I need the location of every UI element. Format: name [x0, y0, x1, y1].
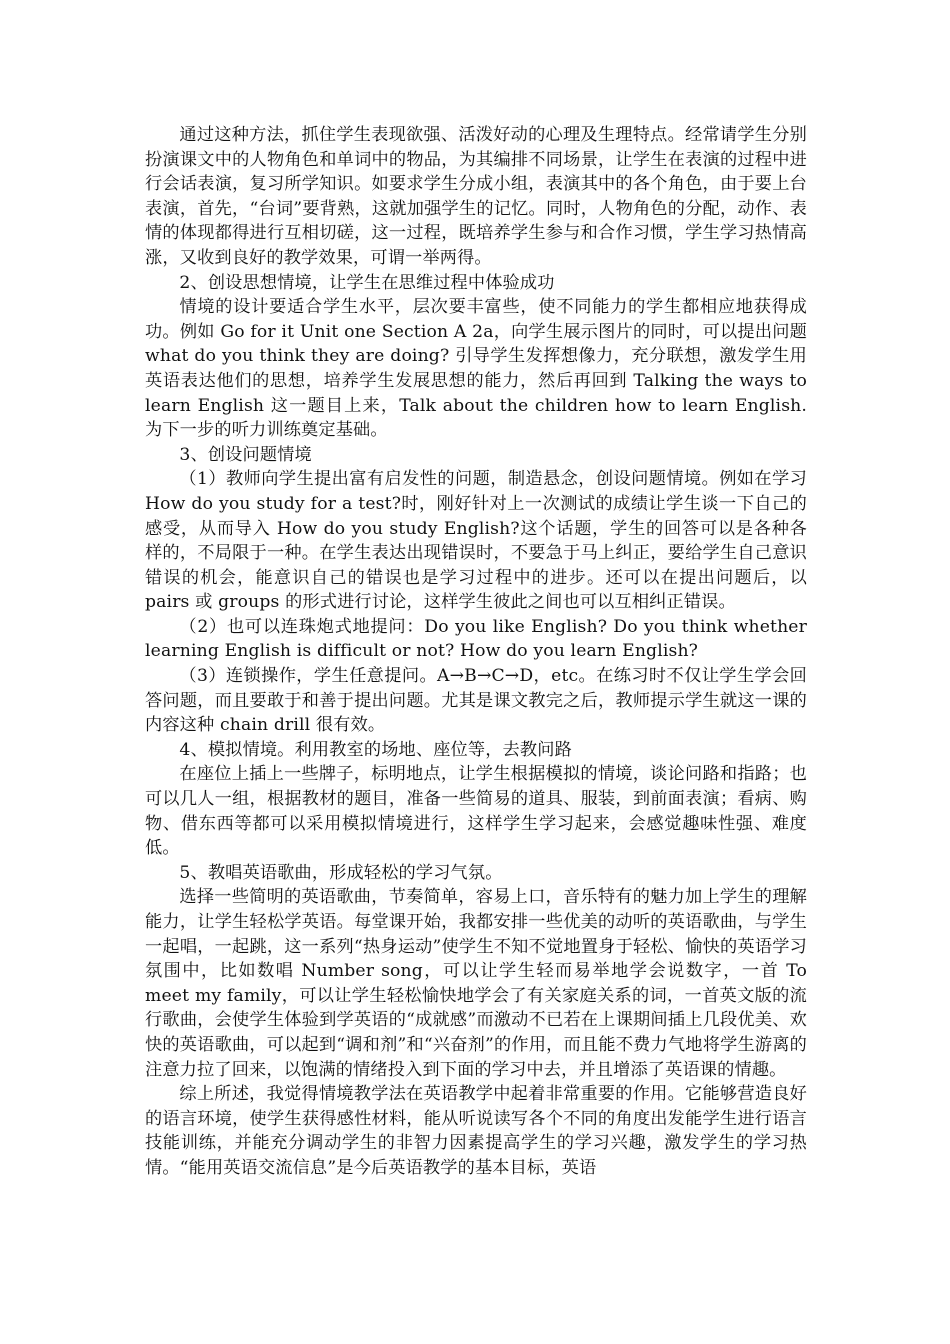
- paragraph-conclusion: 综上所述，我觉得情境教学法在英语教学中起着非常重要的作用。它能够营造良好的语言环境，使学生获得感性材料，能从听说读写各个不同的角度出发能学生进行语言技能训练，并能充分调动学生的非智力因素提高学生的学习兴趣，激发学生的学习热情。“能用英语交流信息”是今后英语教学的基本目标，英语: [145, 1084, 807, 1178]
- section-heading-3: 3、创设问题情境: [179, 444, 312, 465]
- document-page: [145, 123, 807, 1181]
- paragraph-body: 在座位上插上一些牌子，标明地点，让学生根据模拟的情境，谈论问路和指路；也可以几人一组，根据教材的题目，准备一些简易的道具、服装，到前面表演；看病、购物、借东西等都可以采用模拟情境进行，这样学生学习起来，会感觉趣味性强、难度低。: [145, 764, 807, 859]
- section-heading-4: 4、模拟情境。利用教室的场地、座位等，去教问路: [179, 739, 572, 760]
- section-heading-2: 2、创设思想情境，让学生在思维过程中体验成功: [179, 272, 555, 293]
- paragraph-body: （1）教师向学生提出富有启发性的问题，制造悬念，创设问题情境。例如在学习 How do you study for a test?时，刚好针对上一次测试的成绩让学生谈一下自己的感受，从而导入 How do you study English?这个话题，学生的回答可以是各种各样的，不局限于一种。在学生表达出现错误时，不要急于马上纠正，要给学生自己意识错误的机会，能意识自己的错误也是学习过程中的进步。还可以在提出问题后，以 pairs 或 groups 的形式进行讨论，这样学生彼此之间也可以互相纠正错误。: [145, 469, 807, 613]
- paragraph-body: （3）连锁操作，学生任意提问。A→B→C→D，etc。在练习时不仅让学生学会回答问题，而且要敢于和善于提出问题。尤其是课文教完之后，教师提示学生就这一课的内容这种 chain drill 很有效。: [145, 666, 807, 736]
- section-heading-5: 5、教唱英语歌曲，形成轻松的学习气氛。: [179, 862, 503, 883]
- paragraph-body: 情境的设计要适合学生水平，层次要丰富些，使不同能力的学生都相应地获得成功。例如 Go for it Unit one Section A 2a，向学生展示图片的同时，可以提出问题 what do you think they are doing? 引导学生发挥想像力，充分联想，激发学生用英语表达他们的思想，培养学生发展思想的能力，然后再回到 Talking the ways to learn English 这一题目上来，Talk about the children how to learn English.为下一步的听力训练奠定基础。: [145, 297, 807, 441]
- paragraph-body: 选择一些简明的英语歌曲，节奏简单，容易上口，音乐特有的魅力加上学生的理解能力，让学生轻松学英语。每堂课开始，我都安排一些优美的动听的英语歌曲，与学生一起唱，一起跳，这一系列“热身运动”使学生不知不觉地置身于轻松、愉快的英语学习氛围中，比如数唱 Number song，可以让学生轻而易举地学会说数字，一首 To meet my family，可以让学生轻松愉快地学会了有关家庭关系的词，一首英文版的流行歌曲，会使学生体验到学英语的“成就感”而激动不已若在上课期间插上几段优美、欢快的英语歌曲，可以起到“调和剂”和“兴奋剂”的作用，而且能不费力气地将学生游离的注意力拉了回来，以饱满的情绪投入到下面的学习中去，并且增添了英语课的情趣。: [145, 887, 807, 1080]
- paragraph-body: （2）也可以连珠炮式地提问：Do you like English? Do you think whether learning English is difficult or not? How do you learn English?: [145, 616, 807, 662]
- paragraph-body: 通过这种方法，抓住学生表现欲强、活泼好动的心理及生理特点。经常请学生分别扮演课文中的人物角色和单词中的物品，为其编排不同场景，让学生在表演的过程中进行会话表演，复习所学知识。如要求学生分成小组，表演其中的各个角色，由于要上台表演，首先，“台词”要背熟，这就加强学生的记忆。同时，人物角色的分配，动作、表情的体现都得进行互相切磋，这一过程，既培养学生参与和合作习惯，学生学习热情高涨，又收到良好的教学效果，可谓一举两得。: [145, 125, 807, 268]
